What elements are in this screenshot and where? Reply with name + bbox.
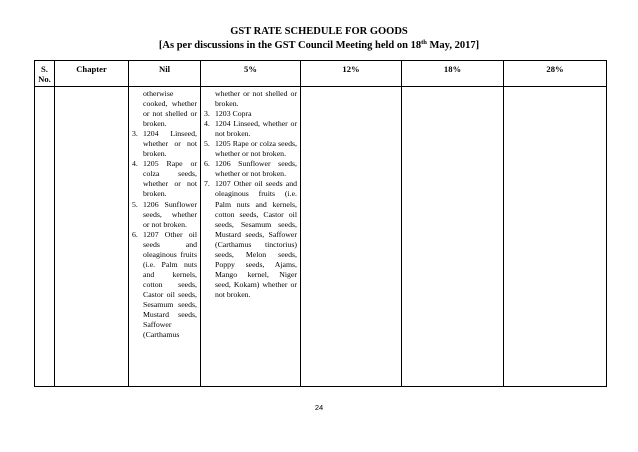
list-item xyxy=(204,139,297,159)
list-item-text: 1206 Sunflower seeds, whether or not broken. xyxy=(143,199,197,229)
list-item-number: 3. xyxy=(204,109,210,119)
list-item-text: 1206 Sunflower seeds, whether or not broken. xyxy=(215,159,297,179)
list-item xyxy=(204,109,297,119)
list-item-text: 1207 Other oil seeds and oleaginous fruits (i.e. Palm nuts and kernels, cotton seeds, Castor oil seeds, Sesamum seeds, Mustard seeds, Saffower (Carthamus tinctorius) seeds, Melon seeds, Poppy seeds, Ajams, Mango kernel, Niger seed, Kokam) whether or not broken. xyxy=(215,179,297,299)
list-item xyxy=(204,119,297,139)
list-item xyxy=(132,159,197,199)
document-title: GST RATE SCHEDULE FOR GOODS xyxy=(230,26,408,37)
cell-sno xyxy=(35,87,55,387)
list-item xyxy=(132,230,197,341)
list-item-text: 1205 Rape or colza seeds, whether or not broken. xyxy=(143,159,197,199)
header-sno: S. No. xyxy=(35,61,55,87)
list-item-text: otherwise cooked, whether or not shelled or broken. xyxy=(143,89,197,129)
subtitle-text: [As per discussions in the GST Council Meeting held on 18 xyxy=(158,40,422,51)
list-item xyxy=(204,89,297,109)
cell-18-percent xyxy=(402,87,504,387)
list-item xyxy=(204,179,297,300)
list-item-number: 5. xyxy=(204,139,210,149)
list-item-text: 1204 Linseed, whether or not broken. xyxy=(215,119,297,139)
list-item-number: 4. xyxy=(204,119,210,129)
list-item-text: whether or not shelled or broken. xyxy=(215,89,297,109)
header-nil: Nil xyxy=(129,61,201,87)
five-percent-rate-list xyxy=(204,109,297,300)
list-item-text: 1207 Other oil seeds and oleaginous fruits (i.e. Palm nuts and kernels, cotton seeds, Castor oil seeds, Sesamum seeds, Mustard seeds, Saffower (Carthamus xyxy=(143,229,197,340)
table-header-row xyxy=(35,61,607,87)
table-row xyxy=(35,87,607,387)
subtitle-text-end: May, 2017] xyxy=(426,40,480,51)
cell-28-percent xyxy=(504,87,607,387)
list-item-number: 7. xyxy=(204,179,210,189)
list-item xyxy=(132,89,197,129)
cell-nil xyxy=(129,87,201,387)
nil-rate-list xyxy=(132,129,197,340)
list-item-text: 1205 Rape or colza seeds, whether or not broken. xyxy=(215,139,297,159)
list-item-text: 1204 Linseed, whether or not broken. xyxy=(143,129,197,159)
cell-12-percent xyxy=(301,87,402,387)
list-item-number: 4. xyxy=(132,159,138,169)
page-number: 24 xyxy=(314,403,324,412)
header-18-percent: 18% xyxy=(402,61,504,87)
list-item-number: 3. xyxy=(132,129,138,139)
list-item xyxy=(204,159,297,179)
subtitle-superscript: th xyxy=(421,39,427,46)
list-item xyxy=(132,200,197,230)
gst-rate-table xyxy=(34,60,607,387)
list-item-number: 6. xyxy=(204,159,210,169)
list-item-number: 5. xyxy=(132,199,138,209)
cell-chapter xyxy=(55,87,129,387)
list-item-number: 6. xyxy=(132,229,138,239)
header-12-percent: 12% xyxy=(301,61,402,87)
list-item-text: 1203 Copra xyxy=(215,109,252,119)
cell-5-percent xyxy=(201,87,301,387)
header-chapter: Chapter xyxy=(55,61,129,87)
document-subtitle xyxy=(0,39,638,52)
header-5-percent: 5% xyxy=(201,61,301,87)
header-28-percent: 28% xyxy=(504,61,607,87)
list-item xyxy=(132,129,197,159)
